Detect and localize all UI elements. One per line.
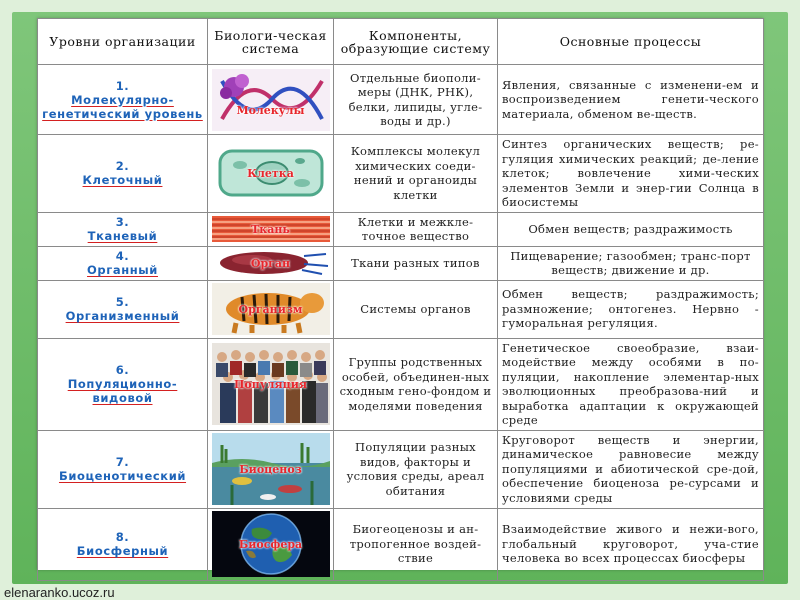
table-row — [38, 135, 764, 213]
level-number: 6. — [115, 363, 130, 377]
table-row — [38, 280, 764, 338]
header-level: Уровни организации — [38, 19, 208, 65]
level-cell — [38, 338, 208, 430]
level-number: 8. — [115, 530, 130, 544]
components-cell — [334, 212, 498, 246]
components-cell: Отдельные биополи-меры (ДНК, РНК), белки, липиды, угле-воды и др.) — [334, 65, 498, 135]
components-cell: Группы родственных особей, объединен-ных сходным гено-фондом и моделями поведения — [334, 338, 498, 430]
organ-label: Орган — [250, 256, 291, 270]
table-header-row — [38, 19, 764, 65]
system-image-cell — [208, 212, 334, 246]
table-row — [38, 65, 764, 135]
level-cell — [38, 212, 208, 246]
levels-table — [37, 18, 764, 581]
biocenosis-image — [212, 433, 330, 505]
system-image-cell — [208, 65, 334, 135]
biosphere-label: Биосфера — [238, 537, 303, 551]
processes-cell: Обмен веществ; раздражимость; размножение; онтогенез. Нервно - гуморальная регуляция. — [498, 280, 764, 338]
site-watermark: elenaranko.ucoz.ru — [4, 585, 115, 600]
processes-cell: Взаимодействие живого и нежи-вого, глобальный круговорот, уча-стие человека во всех процессах биосферы — [498, 508, 764, 580]
level-cell — [38, 280, 208, 338]
biocenosis-label: Биоценоз — [239, 462, 302, 476]
level-cell — [38, 430, 208, 508]
level-name: Популяционно-видовой — [67, 377, 178, 405]
system-image-cell — [208, 430, 334, 508]
level-number: 4. — [115, 249, 130, 263]
molecules-image — [212, 69, 330, 131]
table-row — [38, 212, 764, 246]
level-number: 2. — [115, 159, 130, 174]
processes-cell: Круговорот веществ и энергии, динамическое равновесие между популяциями и абиотической сре-дой, обеспечение биоценоза ре-сурсами и условиями среды — [498, 430, 764, 508]
level-number: 5. — [115, 295, 130, 309]
slide-sheet — [37, 18, 763, 570]
components-cell: Комплексы молекул химических соеди-нений и органоиды клетки — [334, 135, 498, 213]
table-row — [38, 508, 764, 580]
organ-image — [212, 250, 330, 276]
processes-cell: Обмен веществ; раздражимость — [498, 212, 764, 246]
processes-cell: Явления, связанные с изменени-ем и воспроизведением генети-ческого материала, обменом ве-ществ. — [498, 65, 764, 135]
level-name: Организменный — [65, 309, 180, 323]
dna-icon — [212, 69, 330, 131]
level-cell — [38, 508, 208, 580]
level-name: Биоценотический — [58, 469, 187, 483]
processes-cell: Генетическое своеобразие, взаи-модействие между особями в по-пуляции, накопление элементар-ных эволюционных преобразова-ний и выработка адаптации к окружающей среде — [498, 338, 764, 430]
components-cell: Биогеоценозы и ан-тропогенное воздей-ствие — [334, 508, 498, 580]
table-row — [38, 430, 764, 508]
tissue-image — [212, 216, 330, 242]
level-number: 3. — [115, 215, 130, 229]
header-processes: Основные процессы — [498, 19, 764, 65]
organism-label: Организм — [238, 302, 303, 316]
header-components: Компоненты, образующие систему — [334, 19, 498, 65]
components-cell: Ткани разных типов — [334, 246, 498, 280]
system-image-cell — [208, 246, 334, 280]
cell-label: Клетка — [247, 166, 294, 180]
system-image-cell — [208, 338, 334, 430]
processes-cell: Пищеварение; газообмен; транс-порт веществ; движение и др. — [498, 246, 764, 280]
level-name: Клеточный — [82, 173, 163, 188]
processes-cell: Синтез органических веществ; ре-гуляция химических реакций; де-ление клеток; вовлечение хими-ческих элементов Земли и энер-гии Солнца в биосистемы — [498, 135, 764, 213]
organism-image — [212, 283, 330, 335]
tissue-label: Ткань — [251, 222, 290, 236]
level-number: 7. — [115, 455, 130, 469]
biosphere-image — [212, 511, 330, 577]
level-name: Молекулярно-генетический уровень — [42, 92, 203, 121]
level-name: Биосферный — [76, 544, 169, 558]
level-cell — [38, 246, 208, 280]
header-system: Биологи-ческая система — [208, 19, 334, 65]
population-label: Популяция — [233, 377, 308, 391]
level-number: 1. — [115, 78, 130, 93]
table-row — [38, 246, 764, 280]
population-image — [212, 343, 330, 425]
molecules-label: Молекулы — [236, 104, 305, 117]
components-cell: Популяции разных видов, факторы и условия среды, ареал обитания — [334, 430, 498, 508]
level-name: Тканевый — [87, 229, 158, 243]
components-cell: Системы органов — [334, 280, 498, 338]
level-name: Органный — [87, 263, 158, 277]
system-image-cell — [208, 135, 334, 213]
components-text: Клетки и межкле-точное вещество — [357, 214, 474, 243]
level-cell — [38, 65, 208, 135]
system-image-cell — [208, 280, 334, 338]
cell-image — [212, 143, 330, 203]
table-row — [38, 338, 764, 430]
level-cell — [38, 135, 208, 213]
system-image-cell — [208, 508, 334, 580]
